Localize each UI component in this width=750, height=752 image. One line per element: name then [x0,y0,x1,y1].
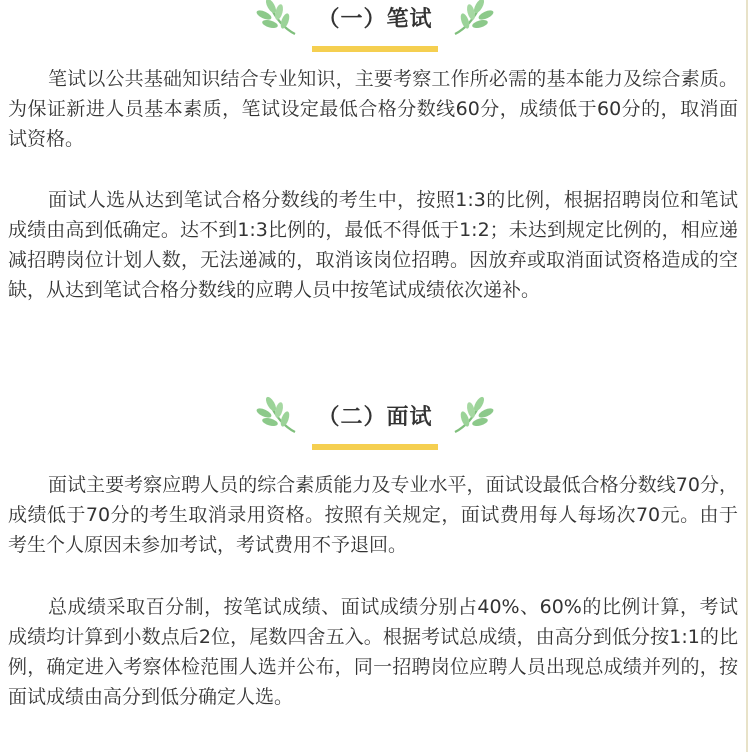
section-heading-interview [0,394,750,450]
paragraph-written-exam-1: 笔试以公共基础知识结合专业知识，主要考察工作所必需的基本能力及综合素质。为保证新进人员基本素质，笔试设定最低合格分数线60分，成绩低于60分的，取消面试资格。 [8,68,738,150]
paragraph-written-exam-2: 面试人选从达到笔试合格分数线的考生中，按照1:3的比例，根据招聘岗位和笔试成绩由高到低确定。达不到1:3比例的，最低不得低于1:2；未达到规定比例的，相应递减招聘岗位计划人数，无法递减的，取消该岗位招聘。因放弃或取消面试资格造成的空缺，从达到笔试合格分数线的应聘人员中按笔试成绩依次递补。 [8,189,738,301]
laurel-left-icon [255,394,301,436]
section-title-underline [312,444,438,450]
laurel-right-icon [449,0,495,38]
section-title: （一）笔试 [317,6,433,32]
paragraph-interview-2: 总成绩采取百分制，按笔试成绩、面试成绩分别占40%、60%的比例计算，考试成绩均计算到小数点后2位，尾数四舍五入。根据考试总成绩，由高分到低分按1:1的比例，确定进入考察体检范围人选并公布，同一招聘岗位应聘人员出现总成绩并列的，按面试成绩由高分到低分确定人选。 [8,596,738,708]
page-edge-rule [746,0,748,752]
laurel-right-icon [449,394,495,436]
section-heading-written-exam [0,0,750,52]
section-title-underline [312,46,438,52]
laurel-left-icon [255,0,301,38]
section-title: （二）面试 [317,404,433,430]
paragraph-interview-1: 面试主要考察应聘人员的综合素质能力及专业水平，面试设最低合格分数线70分，成绩低于70分的考生取消录用资格。按照有关规定，面试费用每人每场次70元。由于考生个人原因未参加考试，考试费用不予退回。 [8,474,738,556]
